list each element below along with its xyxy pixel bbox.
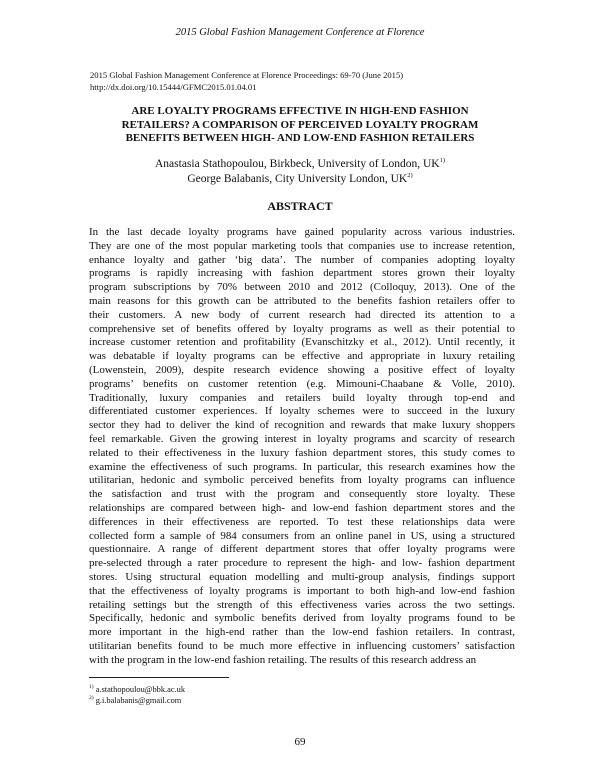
abstract-line: utilitarian, hedonic and symbolic perceived benefits from loyalty programs can influence <box>89 474 515 487</box>
footnote-divider <box>89 677 229 678</box>
abstract-line: that the effectiveness of loyalty programs is important to both high-and low-end fashion <box>89 584 515 597</box>
title-line: RETAILERS? A COMPARISON OF PERCEIVED LOYALTY PROGRAM <box>121 118 479 131</box>
proceedings-citation: 2015 Global Fashion Management Conference at Florence Proceedings: 69-70 (June 2015) <box>90 70 404 80</box>
footnote-marker: 1) <box>439 157 445 165</box>
abstract-line: more important in the high-end rather than the low-end fashion retailers. In contrast, <box>89 626 515 639</box>
running-header: 2015 Global Fashion Management Conference at Florence <box>175 27 425 38</box>
abstract-line: collected form a sample of 984 consumers from an online panel in US, using a structured <box>89 529 515 542</box>
doi-link[interactable]: http://dx.doi.org/10.15444/GFMC2015.01.04.01 <box>90 81 257 92</box>
abstract-line: stores. Using structural equation modelling and multi-group analysis, findings support <box>89 570 515 583</box>
abstract-line: (Lowenstein, 2009), despite research evidence showing a positive effect of loyalty <box>89 363 515 376</box>
abstract-line: Traditionally, luxury companies and retailers build loyalty through top-end and <box>89 391 515 404</box>
authors <box>0 157 600 187</box>
footnote-marker: 2) <box>89 695 94 702</box>
footnote <box>89 695 185 706</box>
author-name: Anastasia Stathopoulou, Birkbeck, University of London, UK <box>154 158 440 170</box>
title-line: BENEFITS BETWEEN HIGH- AND LOW-END FASHION RETAILERS <box>125 132 475 144</box>
abstract-line: pre-selected through a rater procedure to represent the high- and low- fashion department <box>89 557 515 570</box>
author-name: George Balabanis, City University London, UK <box>187 173 408 185</box>
footnotes <box>89 684 185 706</box>
abstract-body <box>89 226 515 668</box>
abstract-line: examine the effectiveness of such programs. In particular, this research examines how the <box>89 460 515 473</box>
abstract-line: their customers. A new body of current research had directed its attention to a <box>89 308 515 321</box>
abstract-line: comprehensive set of benefits offered by loyalty programs as well as their potential to <box>89 322 515 335</box>
abstract-line: program subscriptions by 70% between 2010 and 2012 (Colloquy, 2013). One of the <box>89 281 515 294</box>
abstract-line: the satisfaction and trust with the program and consequently store loyalty. These <box>89 488 515 501</box>
publication-meta <box>90 70 520 93</box>
abstract-line: programs’ benefits on customer retention (e.g. Mimouni-Chaabane & Volle, 2010). <box>89 377 515 390</box>
abstract-line: sector they had to deliver the kind of recognition and rewards that make luxury shoppers <box>89 419 515 432</box>
abstract-line: utilitarian benefits found to be much more effective in influencing customers’ satisfaction <box>89 639 515 652</box>
abstract-line: questionnaire. A range of different department stores that offer loyalty programs were <box>89 543 515 556</box>
abstract-line: increase customer retention and profitability (Evanschitzky et al., 2012). Until recently, it <box>89 336 515 349</box>
author-line <box>0 172 600 187</box>
abstract-line: They are one of the most popular marketing tools that companies use to increase retention, <box>89 239 515 252</box>
abstract-line: was debatable if loyalty programs can be effective and appropriate in luxury retailing <box>89 350 515 363</box>
abstract-line: main reasons for this growth can be attributed to the benefits fashion retailers offer to <box>89 294 515 307</box>
abstract-line: feel remarkable. Given the growing interest in loyalty programs and scarcity of research <box>89 432 515 445</box>
page-number: 69 <box>294 736 306 748</box>
abstract-heading: ABSTRACT <box>267 199 333 213</box>
abstract-line: related to their effectiveness in the luxury fashion department stores, this study comes to <box>89 446 515 459</box>
abstract-line: retailing settings but the strength of this effectiveness varies across the two settings. <box>89 598 515 611</box>
paper-title <box>85 105 515 146</box>
title-line: ARE LOYALTY PROGRAMS EFFECTIVE IN HIGH-END FASHION <box>131 105 469 117</box>
abstract-line: programs is rapidly increasing with fashion department stores grown their loyalty <box>89 267 515 280</box>
footnote <box>89 684 185 695</box>
abstract-line: differentiated customer experiences. If loyalty schemes were to succeed in the luxury <box>89 405 515 418</box>
abstract-line: differences in their effectiveness are reported. To test these relationships data were <box>89 515 515 528</box>
abstract-line: In the last decade loyalty programs have gained popularity across various industries. <box>89 226 515 238</box>
footnote-email[interactable]: g.i.balabanis@gmail.com <box>95 696 182 705</box>
abstract-line: with the program in the low-end fashion retailing. The results of this research address an <box>89 653 477 666</box>
abstract-line: enhance loyalty and gather ‘big data’. The number of companies adopting loyalty <box>89 253 515 266</box>
abstract-line: Specifically, hedonic and symbolic benefits derived from loyalty programs found to be <box>89 612 515 625</box>
footnote-marker: 1) <box>89 684 94 691</box>
footnote-email[interactable]: a.stathopoulou@bbk.ac.uk <box>95 685 186 694</box>
abstract-line: relationships are compared between high- and low-end fashion department stores and the <box>89 501 515 514</box>
footnote-marker: 2) <box>407 172 413 180</box>
author-line <box>0 157 600 172</box>
